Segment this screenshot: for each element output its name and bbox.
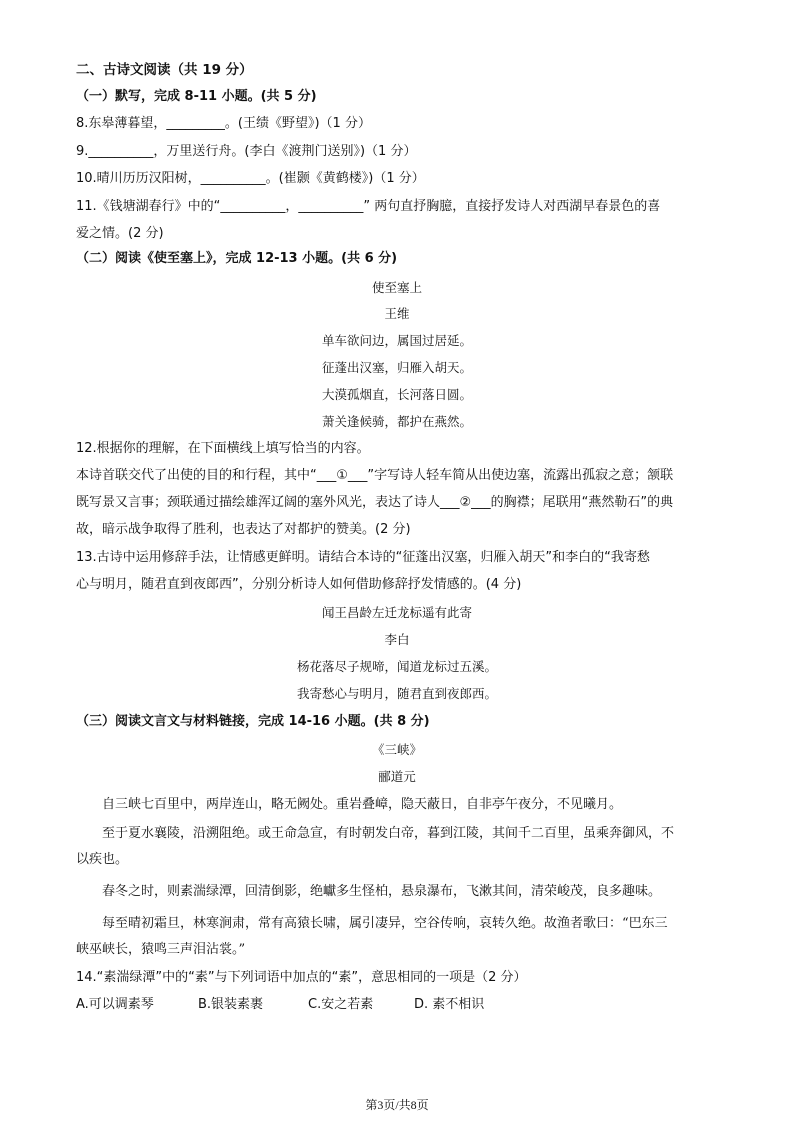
- poem-title: 使至塞上: [371, 280, 422, 295]
- poem-line: 征蓬出汉塞，归雁入胡天。: [321, 360, 472, 375]
- question-12: 12.根据你的理解，在下面横线上填写恰当的内容。: [76, 441, 370, 456]
- part3-heading: （三）阅读文言文与材料链接，完成 14-16 小题。(共 8 分): [76, 714, 430, 729]
- question-12-text: 故，暗示战争取得了胜利，也表达了对都护的赞美。(2 分): [76, 522, 411, 537]
- poem-author: 王维: [384, 306, 410, 321]
- option-a: A.可以调素琴: [76, 997, 154, 1012]
- poem-line: 单车欲问边，属国过居延。: [321, 333, 472, 348]
- text-author: 郦道元: [378, 769, 416, 784]
- poem-line: 大漠孤烟直，长河落日圆。: [321, 387, 472, 402]
- text-title: 《三峡》: [371, 742, 422, 757]
- part2-heading: （二）阅读《使至塞上》，完成 12-13 小题。(共 6 分): [76, 251, 398, 266]
- section-title: 二、古诗文阅读（共 19 分）: [76, 62, 253, 78]
- poem2-line: 我寄愁心与明月，随君直到夜郎西。: [296, 686, 497, 701]
- paragraph-1: 自三峡七百里中，两岸连山，略无阙处。重岩叠嶂，隐天蔽日，自非亭午夜分，不见曦月。: [102, 797, 623, 812]
- question-13-line2: 心与明月，随君直到夜郎西”，分别分析诗人如何借助修辞抒发情感的。(4 分): [76, 577, 522, 592]
- question-9: 9.__________，万里送行舟。(李白《渡荆门送别》)（1 分）: [76, 144, 417, 159]
- paragraph-2-line1: 至于夏水襄陵，沿溯阻绝。或王命急宣，有时朝发白帝，暮到江陵，其间千二百里，虽乘奔御风，不: [102, 826, 675, 841]
- question-12-text: 既写景又言事；颈联通过描绘雄浑辽阔的塞外风光，表达了诗人___②___的胸襟；尾联用“燕然勒石”的典: [76, 495, 674, 510]
- part1-heading: （一）默写，完成 8-11 小题。(共 5 分): [76, 89, 317, 104]
- page-footer: 第3页/共8页: [365, 1098, 429, 1112]
- option-c: C.安之若素: [308, 997, 374, 1012]
- question-11-line2: 爱之情。(2 分): [76, 226, 164, 241]
- poem2-author: 李白: [384, 632, 410, 647]
- question-14: 14.“素湍绿潭”中的“素”与下列词语中加点的“素”，意思相同的一项是（2 分）: [76, 970, 527, 985]
- question-11-line1: 11.《钱塘湖春行》中的“__________，__________” 两句直抒胸臆，直接抒发诗人对西湖早春景色的喜: [76, 199, 661, 214]
- paragraph-4-line2: 峡巫峡长，猿鸣三声泪沾裳。”: [76, 942, 246, 957]
- option-b: B.银装素裹: [198, 997, 264, 1012]
- question-13-line1: 13.古诗中运用修辞手法，让情感更鲜明。请结合本诗的“征蓬出汉塞，归雁入胡天”和李白的“我寄愁: [76, 550, 650, 565]
- question-10: 10.晴川历历汉阳树，__________。(崔颢《黄鹤楼》)（1 分）: [76, 171, 425, 186]
- question-8: 8.东皋薄暮望，_________。(王绩《野望》)（1 分）: [76, 116, 371, 131]
- paragraph-2-line2: 以疾也。: [76, 852, 129, 867]
- paragraph-4-line1: 每至晴初霜旦，林寒涧肃，常有高猿长啸，属引凄异，空谷传响，哀转久绝。故渔者歌曰：“巴东三: [102, 916, 668, 931]
- option-d: D. 素不相识: [414, 997, 485, 1012]
- paragraph-3: 春冬之时，则素湍绿潭，回清倒影，绝巘多生怪柏，悬泉瀑布，飞漱其间，清荣峻茂，良多趣味。: [102, 884, 662, 899]
- poem2-line: 杨花落尽子规啼，闻道龙标过五溪。: [296, 659, 497, 674]
- question-12-text: 本诗首联交代了出使的目的和行程，其中“___①___”字写诗人轻车简从出使边塞，流露出孤寂之意；颔联: [76, 468, 674, 483]
- poem-line: 萧关逢候骑，都护在燕然。: [321, 414, 472, 429]
- poem2-title: 闻王昌龄左迁龙标遥有此寄: [321, 605, 472, 620]
